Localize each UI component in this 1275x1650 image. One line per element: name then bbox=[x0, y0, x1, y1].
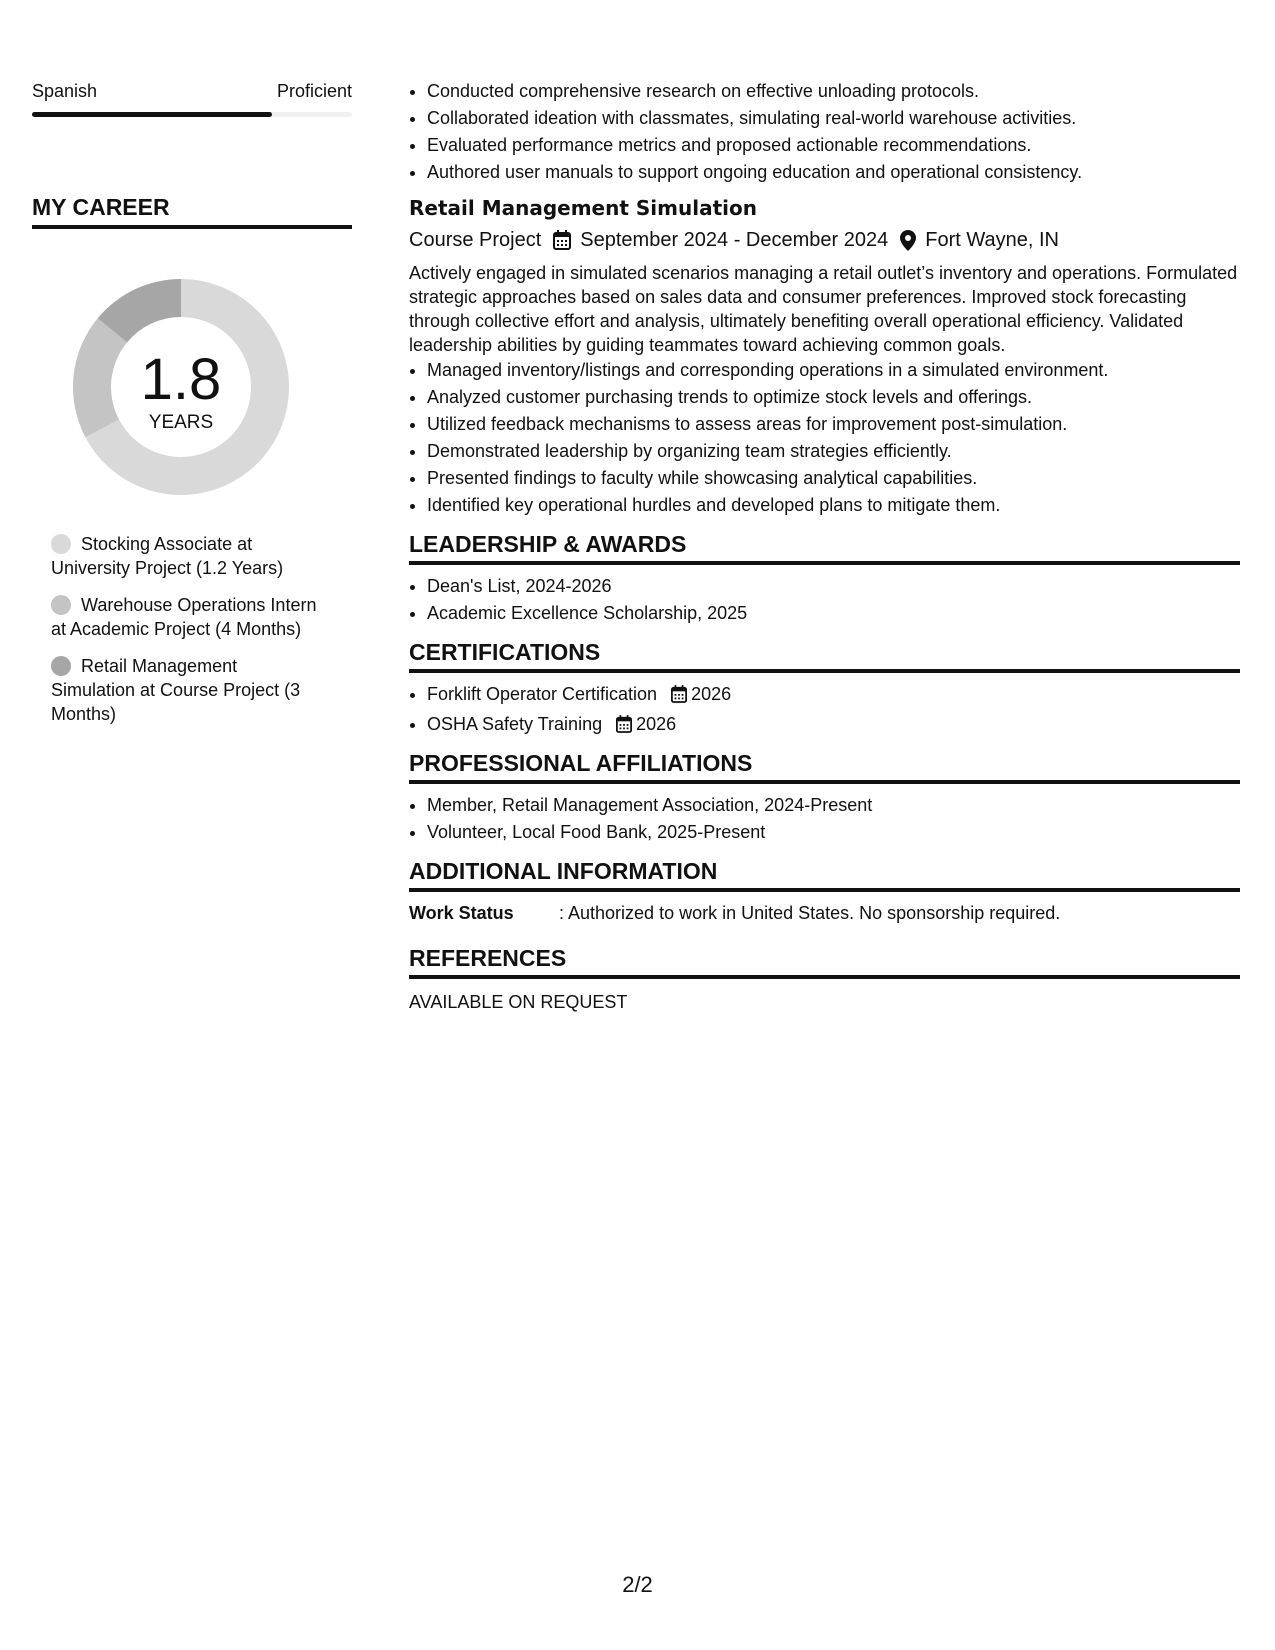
donut-center bbox=[66, 272, 296, 502]
project-description: Actively engaged in simulated scenarios managing a retail outlet’s inventory and operations. Formulated strategic approaches based on sales data and consumer preferences. Improved stock forecasting through collective effort and analysis, ultimately benefiting overall operational efficiency. Validated leadership abilities by guiding teammates toward achieving common goals. bbox=[409, 263, 1238, 355]
right-column bbox=[409, 80, 1240, 1013]
language-name: Spanish bbox=[32, 81, 98, 101]
bullet-item: • Demonstrated leadership by organizing team strategies efficiently. bbox=[427, 440, 1240, 462]
project-location: Fort Wayne, IN bbox=[925, 229, 1059, 251]
affiliations-section-title: PROFESSIONAL AFFILIATIONS bbox=[409, 749, 1240, 784]
bullet-item: • Conducted comprehensive research on effective unloading protocols. bbox=[427, 80, 1240, 102]
leadership-section-title: LEADERSHIP & AWARDS bbox=[409, 530, 1240, 565]
legend-item bbox=[51, 532, 321, 580]
legend-dot bbox=[51, 656, 71, 676]
bullet-item: • Presented findings to faculty while showcasing analytical capabilities. bbox=[427, 467, 1240, 489]
career-total-unit: YEARS bbox=[148, 412, 214, 433]
work-status-label: Work Status bbox=[409, 903, 514, 923]
legend-dot bbox=[51, 534, 71, 554]
language-entry bbox=[32, 80, 352, 117]
career-legend bbox=[51, 532, 321, 726]
bullet-item: • Evaluated performance metrics and proposed actionable recommendations. bbox=[427, 134, 1240, 156]
leadership-list bbox=[409, 575, 1240, 624]
bullet-item: • Authored user manuals to support ongoing education and operational consistency. bbox=[427, 161, 1240, 183]
certification-year: 2026 bbox=[691, 684, 732, 704]
project-title: Retail Management Simulation bbox=[409, 196, 757, 220]
legend-dot bbox=[51, 595, 71, 615]
legend-label: Retail Management Simulation at Course Project (3 Months) bbox=[51, 656, 301, 724]
calendar-icon bbox=[616, 715, 632, 733]
bullet-item: • Identified key operational hurdles and developed plans to mitigate them. bbox=[427, 494, 1240, 516]
project-dates: September 2024 - December 2024 bbox=[580, 229, 889, 251]
language-proficiency-bar bbox=[32, 112, 352, 117]
certification-year: 2026 bbox=[636, 714, 677, 734]
legend-item bbox=[51, 654, 321, 726]
certification-name: • OSHA Safety Training bbox=[427, 714, 603, 734]
left-column bbox=[32, 80, 352, 739]
location-pin-icon bbox=[900, 230, 916, 251]
legend-label: Warehouse Operations Intern at Academic Project (4 Months) bbox=[51, 595, 317, 639]
work-status-value: : Authorized to work in United States. No sponsorship required. bbox=[559, 903, 1061, 923]
page-number: 2/2 bbox=[622, 1572, 653, 1597]
references-section-title: REFERENCES bbox=[409, 944, 1240, 979]
certifications-section-title: CERTIFICATIONS bbox=[409, 638, 1240, 673]
certification-item bbox=[427, 713, 1240, 735]
legend-item bbox=[51, 593, 321, 641]
calendar-icon bbox=[553, 230, 571, 250]
legend-label: Stocking Associate at University Project (1.2 Years) bbox=[51, 534, 284, 578]
career-section-title: MY CAREER bbox=[32, 193, 352, 229]
work-status-row bbox=[409, 902, 1240, 924]
language-level: Proficient bbox=[276, 81, 352, 101]
leadership-item: • Dean's List, 2024-2026 bbox=[427, 575, 1240, 597]
career-donut-chart bbox=[66, 272, 296, 502]
bullet-item: • Analyzed customer purchasing trends to optimize stock levels and offerings. bbox=[427, 386, 1240, 408]
language-row bbox=[32, 80, 352, 102]
career-total-value: 1.8 bbox=[140, 347, 222, 412]
affiliation-item: • Member, Retail Management Association, 2024-Present bbox=[427, 794, 1240, 816]
leadership-item: • Academic Excellence Scholarship, 2025 bbox=[427, 602, 1240, 624]
certifications-list bbox=[409, 683, 1240, 735]
project-org: Course Project bbox=[409, 229, 542, 251]
language-proficiency-fill bbox=[32, 112, 272, 117]
certification-item bbox=[427, 683, 1240, 705]
certification-name: • Forklift Operator Certification bbox=[427, 684, 658, 704]
additional-info-section-title: ADDITIONAL INFORMATION bbox=[409, 857, 1240, 892]
project-meta bbox=[409, 227, 1240, 253]
affiliation-item: • Volunteer, Local Food Bank, 2025-Present bbox=[427, 821, 1240, 843]
previous-experience-bullets bbox=[409, 80, 1240, 183]
project-bullets bbox=[409, 359, 1240, 516]
calendar-icon bbox=[671, 685, 687, 703]
bullet-item: • Managed inventory/listings and corresponding operations in a simulated environment. bbox=[427, 359, 1240, 381]
bullet-item: • Utilized feedback mechanisms to assess areas for improvement post-simulation. bbox=[427, 413, 1240, 435]
bullet-item: • Collaborated ideation with classmates, simulating real-world warehouse activities. bbox=[427, 107, 1240, 129]
affiliations-list bbox=[409, 794, 1240, 843]
references-text: AVAILABLE ON REQUEST bbox=[409, 992, 628, 1012]
